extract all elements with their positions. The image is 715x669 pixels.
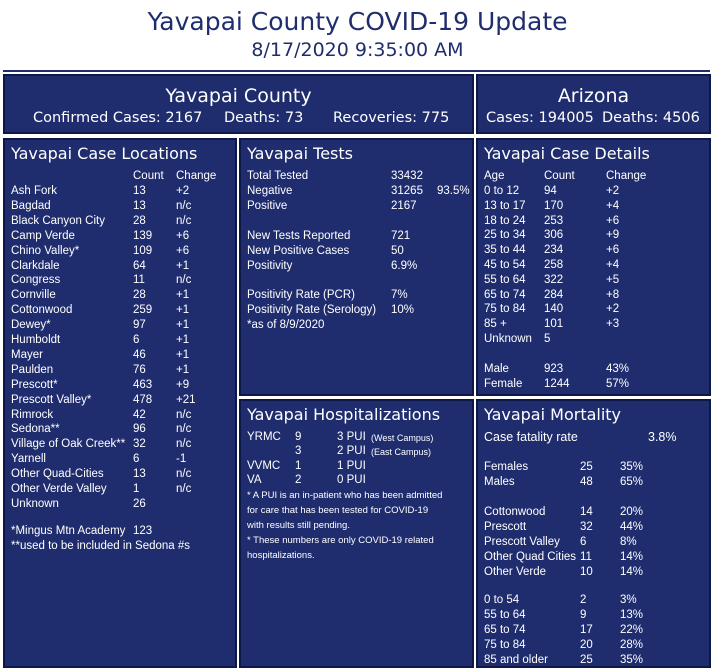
mortality-area-count: 10: [580, 566, 593, 578]
location-count: 6: [133, 334, 140, 346]
age-group: 75 to 84: [484, 303, 526, 316]
hospital-pui: 0 PUI: [337, 474, 366, 486]
age-count: 306: [544, 229, 564, 242]
mortality-age-label: 85 and older: [484, 654, 548, 666]
mortality-area-count: 32: [580, 521, 593, 533]
hospital-name: YRMC: [247, 431, 281, 443]
mortality-area-percent: 14%: [620, 551, 644, 563]
test-metric-label: New Tests Reported: [247, 230, 351, 242]
age-change: +8: [606, 288, 620, 301]
location-name: Unknown: [11, 497, 59, 510]
age-group: 13 to 17: [484, 199, 526, 212]
case-details-title: Yavapai Case Details: [484, 144, 650, 163]
age-count: 322: [544, 273, 564, 286]
mortality-age-percent: 28%: [620, 639, 644, 651]
location-count: 463: [133, 378, 153, 391]
mortality-age-label: 65 to 74: [484, 624, 526, 636]
location-change: n/c: [176, 214, 192, 227]
location-name: Camp Verde: [11, 229, 75, 242]
test-metric-label: Total Tested: [247, 170, 309, 182]
location-name: Yarnell: [11, 453, 46, 466]
mortality-sex-percent: 65%: [620, 476, 644, 488]
hospitalizations-title: Yavapai Hospitalizations: [247, 405, 441, 424]
age-group: 65 to 74: [484, 288, 526, 301]
test-metric-value: 7%: [391, 289, 408, 301]
county-confirmed: Confirmed Cases: 2167: [33, 110, 203, 126]
mortality-area-label: Prescott: [484, 521, 527, 533]
location-name: Sedona**: [11, 423, 60, 436]
age-count: 140: [544, 303, 564, 316]
county-deaths: Deaths: 73: [224, 110, 304, 126]
location-count: 139: [133, 229, 153, 242]
location-change: +1: [176, 319, 190, 332]
mortality-age-count: 20: [580, 639, 593, 651]
age-group: 85 +: [484, 318, 507, 331]
location-change: +1: [176, 304, 190, 317]
mortality-area-label: Prescott Valley: [484, 536, 560, 548]
location-count: 97: [133, 319, 146, 332]
mortality-area-count: 6: [580, 536, 587, 548]
gender-percent: 57%: [606, 378, 630, 390]
age-change: +3: [606, 318, 620, 331]
test-metric-percent: 93.5%: [437, 185, 470, 197]
hospital-name: VA: [247, 474, 262, 486]
location-count: 76: [133, 363, 146, 376]
location-count: 13: [133, 468, 146, 481]
details-age-header: Age: [484, 170, 505, 182]
location-change: +2: [176, 185, 190, 197]
test-metric-value: 6.9%: [391, 260, 418, 272]
mortality-title: Yavapai Mortality: [484, 405, 622, 424]
age-count: 94: [544, 185, 557, 197]
mortality-age-percent: 3%: [620, 594, 637, 606]
age-group: 55 to 64: [484, 273, 526, 286]
mortality-sex-count: 25: [580, 461, 593, 473]
location-change: +9: [176, 378, 190, 391]
location-name: Black Canyon City: [11, 214, 105, 227]
age-group: 0 to 12: [484, 185, 520, 197]
age-count: 253: [544, 214, 564, 227]
mortality-age-percent: 13%: [620, 609, 644, 621]
age-group: Unknown: [484, 333, 532, 345]
location-change: n/c: [176, 423, 192, 436]
location-count: 259: [133, 304, 153, 317]
location-change: n/c: [176, 468, 192, 481]
mortality-area-percent: 14%: [620, 566, 644, 578]
mortality-age-count: 9: [580, 609, 587, 621]
location-name: Clarkdale: [11, 259, 60, 272]
mortality-age-label: 75 to 84: [484, 639, 526, 651]
mortality-area-label: Cottonwood: [484, 506, 546, 518]
hospital-count: 3: [295, 445, 302, 457]
age-change: +6: [606, 214, 620, 227]
arizona-deaths: Deaths: 4506: [602, 110, 700, 126]
hospital-pui: 1 PUI: [337, 460, 366, 472]
gender-count: 1244: [544, 378, 570, 390]
age-group: 18 to 24: [484, 214, 526, 227]
location-change: +1: [176, 289, 190, 302]
age-count: 101: [544, 318, 564, 331]
test-metric-value: 33432: [391, 170, 423, 182]
mortality-age-count: 17: [580, 624, 593, 636]
update-datetime: 8/17/2020 9:35:00 AM: [251, 39, 464, 61]
age-change: +4: [606, 199, 620, 212]
location-change: +1: [176, 334, 190, 346]
tests-title: Yavapai Tests: [247, 144, 353, 163]
location-change: n/c: [176, 483, 192, 495]
location-name: Other Verde Valley: [11, 483, 107, 495]
location-count: 11: [133, 274, 145, 287]
county-recoveries: Recoveries: 775: [333, 110, 450, 126]
location-change: +1: [176, 259, 190, 272]
mortality-age-count: 2: [580, 594, 587, 606]
location-name: Bagdad: [11, 199, 51, 212]
location-name: Other Quad-Cities: [11, 468, 104, 481]
mortality-sex-percent: 35%: [620, 461, 644, 473]
location-name: Mayer: [11, 348, 43, 361]
location-count: 42: [133, 408, 146, 421]
age-change: +5: [606, 273, 620, 286]
location-change: -1: [176, 453, 187, 466]
test-metric-value: 50: [391, 245, 404, 257]
hospital-pui: 2 PUI: [337, 445, 366, 457]
pui-definition-note: * A PUI is an in-patient who has been admitted for care that has been tested for COVID-19 with results still pending.: [247, 490, 443, 531]
location-name: Congress: [11, 274, 61, 287]
details-change-header: Change: [606, 170, 647, 182]
location-change: n/c: [176, 274, 192, 287]
mortality-sex-label: Females: [484, 461, 529, 473]
age-change: +2: [606, 303, 620, 316]
test-metric-label: Positivity: [247, 260, 293, 272]
test-metric-value: 31265: [391, 185, 423, 197]
arizona-summary-panel: [476, 74, 711, 134]
gender-label: Male: [484, 363, 509, 375]
hospital-campus: (East Campus): [371, 447, 432, 457]
age-count: 258: [544, 259, 564, 271]
age-count: 234: [544, 244, 564, 257]
location-change: +1: [176, 363, 190, 376]
age-change: +6: [606, 244, 620, 257]
tests-panel: [239, 138, 474, 396]
location-change: n/c: [176, 438, 192, 451]
age-group: 35 to 44: [484, 244, 526, 257]
age-count: 5: [544, 333, 551, 345]
age-count: 284: [544, 288, 564, 301]
arizona-cases: Cases: 194005: [486, 110, 594, 126]
gender-count: 923: [544, 363, 564, 375]
age-change: +4: [606, 259, 620, 271]
case-locations-panel: [3, 138, 237, 668]
location-count: 64: [133, 259, 146, 272]
sedona-footnote: **used to be included in Sedona #s: [11, 540, 191, 552]
test-metric-label: New Positive Cases: [247, 245, 350, 257]
mortality-age-label: 0 to 54: [484, 594, 520, 606]
mortality-area-label: Other Verde: [484, 566, 547, 578]
mortality-age-label: 55 to 64: [484, 609, 526, 621]
mortality-panel: [476, 399, 711, 668]
test-metric-value: 2167: [391, 200, 417, 212]
location-name: Prescott Valley*: [11, 393, 92, 406]
location-change: +6: [176, 244, 190, 257]
mortality-area-label: Other Quad Cities: [484, 551, 577, 563]
location-count: 1: [133, 483, 140, 495]
details-count-header: Count: [544, 170, 575, 182]
location-count: 28: [133, 214, 146, 227]
location-count: 28: [133, 289, 146, 302]
gender-label: Female: [484, 378, 523, 390]
location-name: Paulden: [11, 363, 54, 376]
location-change: +6: [176, 229, 190, 242]
mortality-age-percent: 22%: [620, 624, 644, 636]
location-change: +1: [176, 348, 190, 361]
location-name: Ash Fork: [11, 185, 58, 197]
location-count: 32: [133, 438, 146, 451]
test-metric-value: 721: [391, 230, 411, 242]
location-name: Dewey*: [11, 319, 51, 332]
tests-asof-note: *as of 8/9/2020: [247, 319, 325, 331]
location-count: 13: [133, 199, 146, 212]
mingus-footnote-label: *Mingus Mtn Academy: [11, 525, 126, 537]
case-locations-title: Yavapai Case Locations: [11, 144, 198, 163]
mortality-age-count: 25: [580, 654, 593, 666]
location-count: 478: [133, 393, 153, 406]
mortality-area-percent: 44%: [620, 521, 644, 533]
arizona-title: Arizona: [557, 85, 630, 107]
locations-change-header: Change: [176, 170, 217, 182]
mortality-area-percent: 20%: [620, 506, 644, 518]
hospital-count: 2: [295, 474, 302, 486]
hospital-count: 9: [295, 431, 302, 443]
location-count: 96: [133, 423, 146, 436]
location-name: Rimrock: [11, 408, 54, 421]
location-name: Village of Oak Creek**: [11, 438, 126, 451]
test-metric-value: 10%: [391, 304, 415, 316]
location-count: 109: [133, 244, 153, 257]
test-metric-label: Positive: [247, 200, 288, 212]
age-group: 25 to 34: [484, 229, 526, 242]
hospital-name: VVMC: [247, 460, 281, 472]
hospitalization-scope-note: * These numbers are only COVID-19 related hospitalizations.: [247, 535, 434, 561]
mortality-sex-label: Males: [484, 476, 515, 488]
case-fatality-value: 3.8%: [648, 430, 677, 444]
county-title: Yavapai County: [165, 85, 312, 107]
mortality-sex-count: 48: [580, 476, 593, 488]
location-count: 46: [133, 348, 146, 361]
case-fatality-label: Case fatality rate: [484, 430, 578, 444]
test-metric-label: Positivity Rate (PCR): [247, 289, 355, 301]
location-count: 6: [133, 453, 140, 466]
county-summary-panel: [3, 74, 474, 134]
hospital-count: 1: [295, 460, 302, 472]
age-change: +9: [606, 229, 620, 242]
location-count: 26: [133, 497, 146, 510]
location-name: Prescott*: [11, 378, 58, 391]
test-metric-label: Negative: [247, 185, 293, 197]
locations-count-header: Count: [133, 170, 164, 182]
location-name: Cottonwood: [11, 304, 73, 317]
location-change: n/c: [176, 199, 192, 212]
case-details-panel: [476, 138, 711, 396]
test-metric-label: Positivity Rate (Serology): [247, 304, 377, 316]
page-title: Yavapai County COVID-19 Update: [147, 7, 568, 36]
location-change: +21: [176, 393, 196, 406]
location-name: Chino Valley*: [11, 244, 80, 257]
hospital-pui: 3 PUI: [337, 431, 366, 443]
location-change: n/c: [176, 408, 192, 421]
location-name: Cornville: [11, 289, 56, 302]
age-group: 45 to 54: [484, 259, 526, 271]
mortality-area-count: 14: [580, 506, 593, 518]
hospital-campus: (West Campus): [371, 433, 434, 443]
mortality-area-percent: 8%: [620, 536, 637, 548]
age-count: 170: [544, 199, 564, 212]
mingus-footnote-value: 123: [133, 525, 153, 537]
age-change: +2: [606, 185, 620, 197]
mortality-area-count: 11: [580, 551, 592, 563]
location-count: 13: [133, 185, 146, 197]
mortality-age-percent: 35%: [620, 654, 644, 666]
header-rule: [3, 70, 710, 72]
hospitalizations-panel: [239, 399, 474, 668]
gender-percent: 43%: [606, 363, 630, 375]
location-name: Humboldt: [11, 334, 61, 346]
